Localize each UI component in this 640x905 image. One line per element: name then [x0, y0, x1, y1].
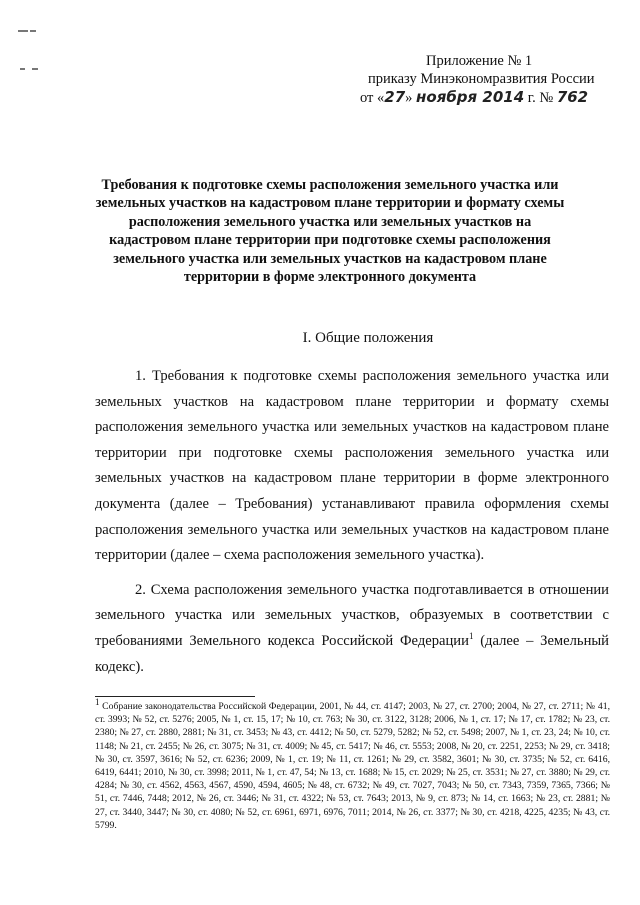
paragraph-2-tail: (далее – Земельный кодекс). — [95, 632, 609, 675]
footnote — [95, 696, 610, 832]
paragraph-1: 1. Требования к подготовке схемы расположения земельного участка или земельных участков на кадастровом плане территории и формату схемы расположения земельного участка или земельных участков на кадастровом плане территории при подготовке схемы расположения земельного участка или земельных участков на кадастровом плане территории в форме электронного документа (далее – Требования) устанавливают правила оформления схемы расположения земельного участка или земельных участков на кадастровом плане территории (далее – схема расположения земельного участка). — [95, 368, 609, 564]
appendix-number: Приложение № 1 — [426, 53, 533, 69]
paragraph-2 — [95, 578, 609, 680]
scan-mark — [30, 30, 36, 32]
document-title: Требования к подготовке схемы расположения земельного участка или земельных участков на кадастровом плане территории и формату схемы расположения земельного участка или земельных участков на кадастровом плане территории при подготовке схемы расположения земельного участка или земельных участков на кадастровом плане территории в форме электронного документа — [95, 177, 565, 286]
date-quote: » — [405, 90, 413, 106]
appendix-date-line — [352, 88, 620, 107]
footnote-text: Собрание законодательства Российской Федерации, 2001, № 44, ст. 4147; 2003, № 27, ст. 2700; 2004, № 27, ст. 2711; № 41, ст. 3993; № 52, ст. 5276; 2005, № 1, ст. 15, 17; № 10, ст. 763; № 30, ст. 3122, 3128; 2006, № 1, ст. 17; № 17, ст. 1782; № 23, ст. 2380; № 27, ст. 2880, 2881; № 31, ст. 3453; № 43, ст. 4412; № 50, ст. 5279, 5282; № 52, ст. 5498; 2007, № 1, ст. 23, 24; № 10, ст. 1148; № 21, ст. 2455; № 26, ст. 3075; № 31, ст. 4009; № 45, ст. 5417; № 46, ст. 5553; 2008, № 20, ст. 2251, 2253; № 29, ст. 3418; № 30, ст. 3597, 3616; № 52, ст. 6236; 2009, № 1, ст. 19; № 11, ст. 1261; № 29, ст. 3582, 3601; № 30, ст. 3735; № 52, ст. 6416, 6419, 6441; 2010, № 30, ст. 3998; 2011, № 1, ст. 47, 54; № 13, ст. 1688; № 15, ст. 2029; № 25, ст. 3531; № 27, ст. 3880; № 29, ст. 4284; № 30, ст. 4562, 4563, 4567, 4590, 4594, 4605; № 48, ст. 6732; № 49, ст. 7027, 7043; № 50, ст. 7343, 7359, 7365, 7366; № 51, ст. 7446, 7448; 2012, № 26, ст. 3446; № 31, ст. 4322; № 53, ст. 7643; 2013, № 9, ст. 873; № 14, ст. 1663; № 23, ст. 2881; № 27, ст. 3440, 3447; № 30, ст. 4080; № 52, ст. 6961, 6971, 6976, 7011; 2014, № 26, ст. 3377; № 30, ст. 4218, 4225, 4235; № 43, ст. 5799. — [95, 701, 610, 831]
scan-mark — [32, 68, 38, 70]
footnote-mark: 1 — [95, 696, 100, 707]
appendix-header — [352, 52, 620, 107]
number-label: г. № — [527, 90, 554, 106]
paragraph-2-text: 2. Схема расположения земельного участка подготавливается в отношении земельного участка или земельных участков, образуемых в соответствии с требованиями Земельного кодекса Российской Федерации — [95, 581, 609, 649]
appendix-order: приказу Минэкономразвития России — [368, 71, 595, 87]
document-body — [95, 364, 609, 680]
footnote-ref: 1 — [468, 631, 474, 642]
handwritten-month-year: ноября 2014 — [416, 88, 525, 106]
handwritten-day: 27 — [384, 88, 406, 106]
handwritten-order-number: 762 — [556, 88, 589, 106]
date-prefix: от « — [360, 90, 385, 106]
scan-mark — [18, 30, 28, 32]
footnote-divider — [95, 696, 255, 697]
section-heading — [0, 330, 640, 347]
scan-mark — [20, 68, 25, 70]
section-heading-text: I. Общие положения — [302, 330, 434, 346]
